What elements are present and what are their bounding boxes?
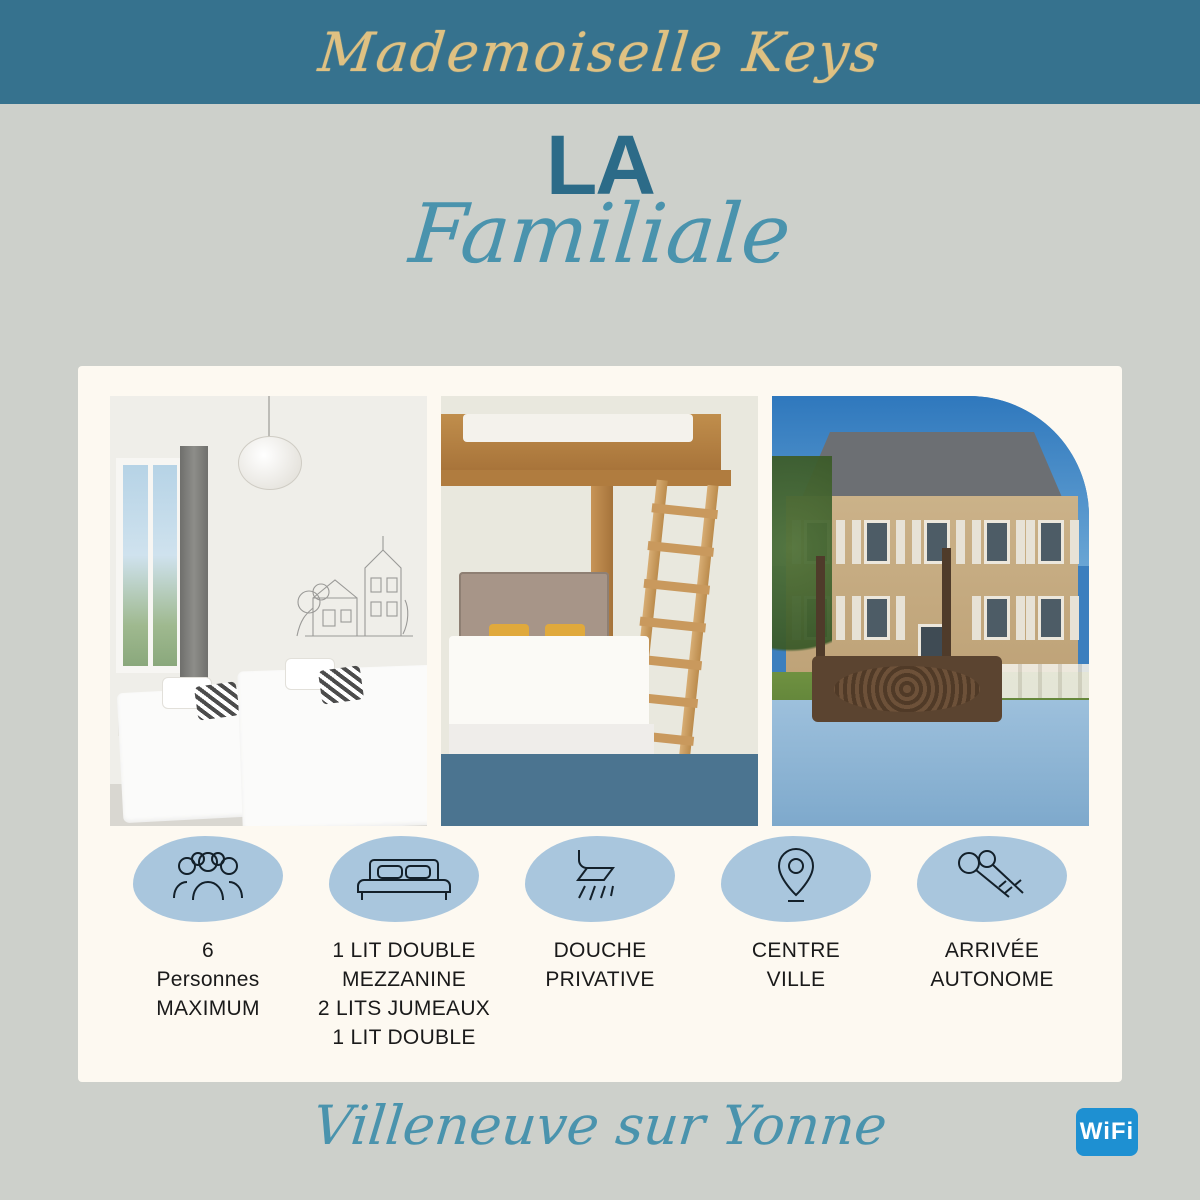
feature-capacity (110, 836, 306, 1052)
feature-line: Personnes (156, 968, 260, 991)
feature-label (502, 936, 698, 994)
feature-icon-blob (917, 836, 1067, 922)
wifi-label-fi: Fi (1110, 1118, 1135, 1145)
content-card (78, 366, 1122, 1082)
window-shutter (852, 596, 861, 640)
feature-shower (502, 836, 698, 1052)
feature-line: CENTRE (751, 939, 841, 962)
manor-window (984, 520, 1010, 564)
bed-headboard (459, 572, 609, 644)
feature-line: AUTONOME (930, 968, 1054, 991)
feature-icon-blob (721, 836, 871, 922)
window-shutter (972, 596, 981, 640)
brand-name: Mademoiselle Keys (315, 20, 885, 84)
feature-line: MEZZANINE (341, 968, 467, 991)
pendant-lamp (238, 436, 302, 490)
mezzanine-bedroom-photo (441, 396, 758, 826)
feature-label (698, 936, 894, 994)
feature-label (110, 936, 306, 1023)
feature-location (698, 836, 894, 1052)
window-shutter (896, 596, 905, 640)
window-shutter (1070, 520, 1079, 564)
twin-bedroom-photo (110, 396, 427, 826)
window-shutter (1016, 596, 1025, 640)
window-shutter (912, 520, 921, 564)
feature-beds (306, 836, 502, 1052)
map-pin-icon (769, 845, 823, 914)
keys-icon (951, 847, 1033, 912)
feature-line: 2 LITS JUMEAUX (317, 997, 491, 1020)
feature-line: MAXIMUM (156, 997, 260, 1020)
location-name: Villeneuve sur Yonne (309, 1094, 891, 1157)
feature-label (306, 936, 502, 1052)
window-shutter (836, 596, 845, 640)
manor-window (864, 596, 890, 640)
bedroom-curtain (180, 446, 208, 696)
people-icon (165, 848, 251, 911)
top-banner (0, 0, 1200, 104)
window-shutter (836, 520, 845, 564)
checked-cushion-left (194, 681, 240, 721)
loft-platform (441, 414, 721, 470)
manor-window (864, 520, 890, 564)
window-shutter (956, 520, 965, 564)
lamp-cord (268, 396, 270, 440)
title-line-2: Familiale (405, 187, 795, 282)
feature-line: DOUCHE (553, 939, 647, 962)
shower-icon (565, 846, 635, 913)
feature-list (110, 836, 1090, 1052)
feature-line: PRIVATIVE (545, 968, 655, 991)
window-shutter (1026, 520, 1035, 564)
tray-pattern (834, 666, 980, 712)
window-shutter (1026, 596, 1035, 640)
window-shutter (852, 520, 861, 564)
window-shutter (972, 520, 981, 564)
feature-line: 1 LIT DOUBLE (332, 1026, 476, 1049)
feature-line: VILLE (766, 968, 826, 991)
wifi-badge (1076, 1108, 1138, 1156)
feature-line: 6 (202, 939, 214, 962)
feature-line: 1 LIT DOUBLE (332, 939, 476, 962)
feature-icon-blob (133, 836, 283, 922)
checked-cushion-right (318, 665, 364, 705)
wifi-label-wi: Wi (1079, 1118, 1111, 1145)
manor-window (1038, 520, 1064, 564)
manor-window (1038, 596, 1064, 640)
feature-icon-blob (525, 836, 675, 922)
feature-line: ARRIVÉE (944, 939, 1040, 962)
photo-gallery (110, 396, 1090, 826)
blue-carpet (441, 754, 758, 826)
window-shutter (896, 520, 905, 564)
manor-window (984, 596, 1010, 640)
double-bed-icon (356, 848, 452, 911)
feature-label (894, 936, 1090, 994)
feature-icon-blob (329, 836, 479, 922)
loft-mattress (463, 414, 693, 442)
window-shutter (1070, 596, 1079, 640)
feature-checkin (894, 836, 1090, 1052)
wall-mural-sketch (295, 516, 420, 666)
page-title (0, 118, 1200, 282)
bedroom-window (116, 458, 184, 673)
manor-garden-photo (772, 396, 1089, 826)
wooden-tray (812, 656, 1002, 722)
window-shutter (1016, 520, 1025, 564)
title-line-1: LA (546, 118, 654, 212)
